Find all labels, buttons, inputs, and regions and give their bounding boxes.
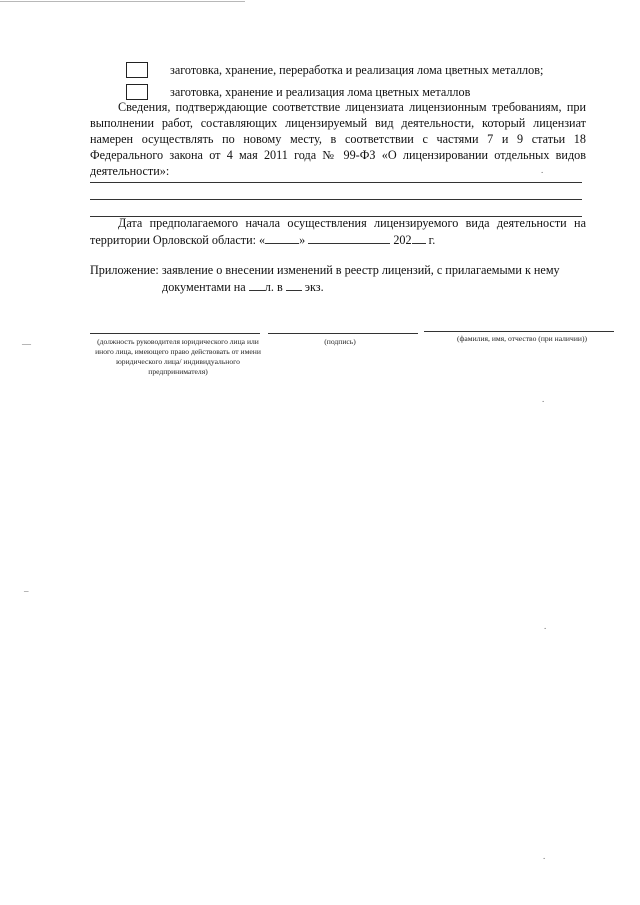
attachment-docs-text: документами на	[162, 280, 246, 294]
info-fill-line-1[interactable]	[90, 182, 582, 183]
copies-count-field[interactable]	[286, 278, 302, 291]
date-close-quote: »	[299, 233, 306, 247]
start-date-text: Дата предполагаемого начала осуществления лицензируемого вида деятельности на территории Орловской области:	[90, 216, 586, 247]
attachment-copies-text: экз.	[304, 280, 324, 294]
signature-caption: (подпись)	[324, 337, 356, 346]
name-caption: (фамилия, имя, отчество (при наличии))	[456, 334, 587, 343]
month-field[interactable]	[308, 231, 390, 244]
year-prefix: 202	[393, 233, 412, 247]
position-signature-line[interactable]	[90, 333, 260, 334]
position-caption: (должность руководителя юридического лица или иного лица, имеющего право действовать от имени юридического лица/ индивидуального предпринимателя)	[95, 337, 261, 376]
info-fill-line-2[interactable]	[90, 199, 582, 200]
info-paragraph-text: Сведения, подтверждающие соответствие лицензиата лицензионным требованиям, при выполнении работ, составляющих лицензируемый вид деятельности, который лицензиат намерен осуществлять по новому месту, в соответствии с частями 7 и 9 статьи 18 Федерального закона от 4 мая 2011 года № 99-ФЗ «О лицензировании отдельных видов деятельности»:	[90, 100, 586, 178]
date-open-quote: «	[259, 233, 266, 247]
info-paragraph	[90, 99, 586, 179]
scan-dot: .	[543, 851, 546, 861]
option-label-storage: заготовка, хранение и реализация лома цветных металлов	[170, 85, 471, 99]
scan-dot: .	[544, 621, 547, 631]
attachment-sheets-text: л. в	[264, 280, 283, 294]
option-checkbox-processing[interactable]	[126, 62, 148, 78]
year-suffix: г.	[428, 233, 436, 247]
scan-dot: .	[542, 394, 545, 404]
option-label-processing: заготовка, хранение, переработка и реализация лома цветных металлов;	[170, 63, 544, 77]
sheets-count-field[interactable]	[249, 278, 265, 291]
signature-line[interactable]	[268, 333, 418, 334]
scan-dash: —	[22, 339, 31, 349]
start-date-paragraph	[90, 215, 586, 248]
option-checkbox-storage[interactable]	[126, 84, 148, 100]
attachment-line-2	[162, 278, 324, 295]
name-signature-line[interactable]	[424, 331, 614, 332]
scan-dot: .	[541, 165, 544, 175]
scan-edge-line	[0, 1, 245, 2]
day-field[interactable]	[265, 231, 299, 244]
scan-dash: –	[24, 586, 29, 596]
attachment-line-1: Приложение: заявление о внесении изменений в реестр лицензий, с прилагаемыми к нему	[90, 263, 560, 277]
year-field[interactable]	[412, 231, 426, 244]
